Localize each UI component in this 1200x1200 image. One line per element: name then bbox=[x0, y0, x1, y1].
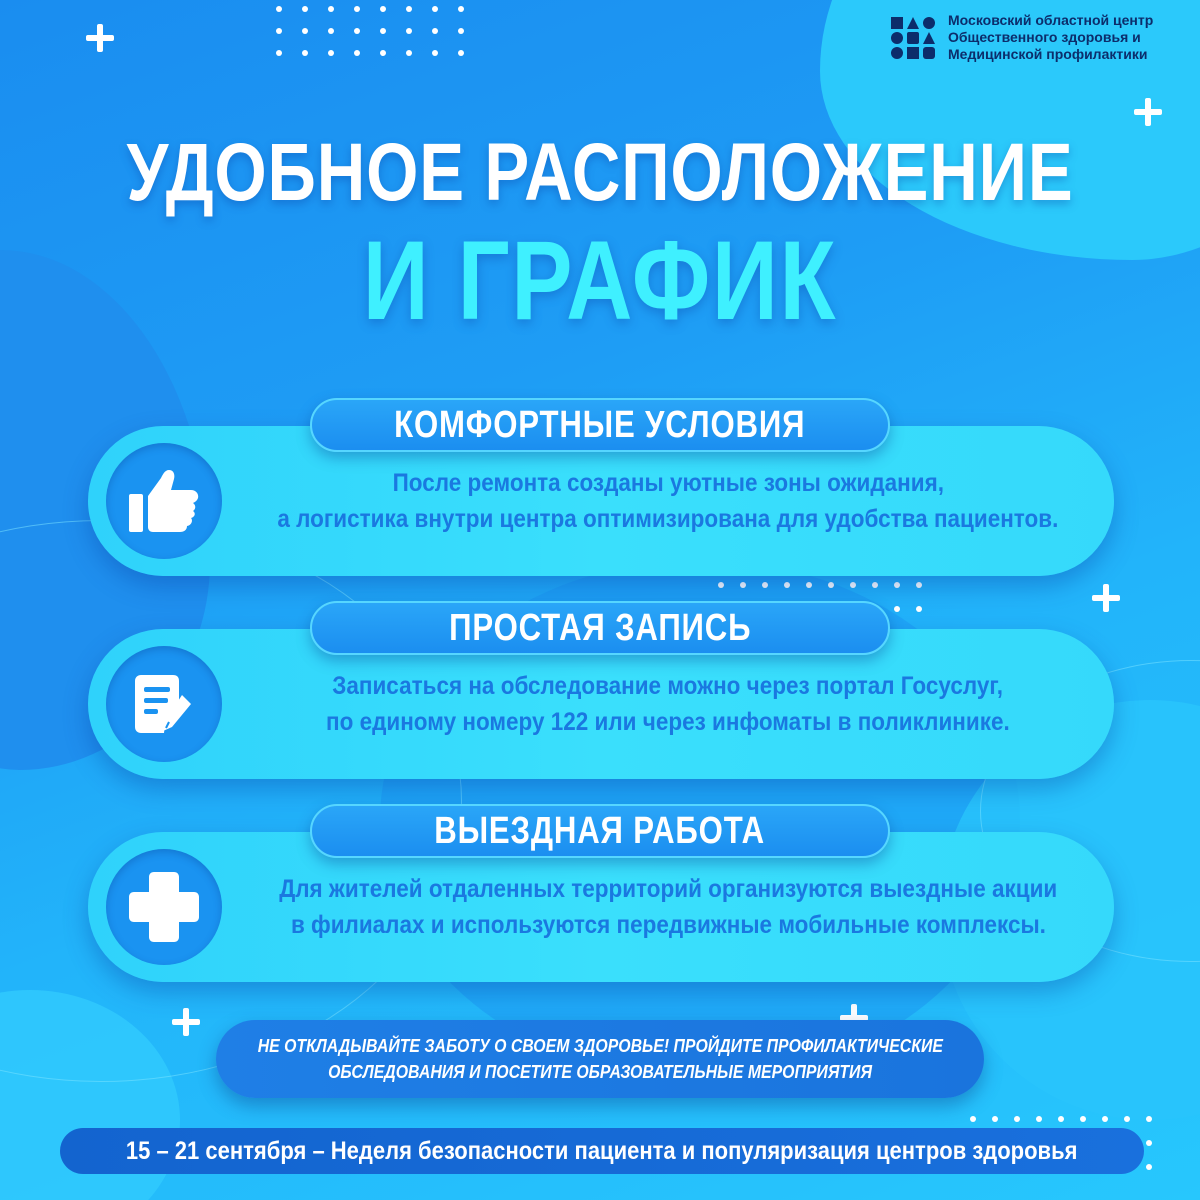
decorative-dot bbox=[406, 50, 412, 56]
organization-name-line: Московский областной центр bbox=[948, 12, 1154, 28]
decorative-dot bbox=[740, 582, 746, 588]
plus-decoration-icon bbox=[86, 24, 114, 52]
decorative-dot bbox=[354, 50, 360, 56]
decorative-dot bbox=[432, 28, 438, 34]
card-description-line: по единому номеру 122 или через инфоматы в поликлинике. bbox=[326, 708, 1010, 736]
decorative-dot bbox=[1058, 1116, 1064, 1122]
call-to-action-line: ОБСЛЕДОВАНИЯ И ПОСЕТИТЕ ОБРАЗОВАТЕЛЬНЫЕ МЕРОПРИЯТИЯ bbox=[328, 1062, 872, 1082]
form-edit-icon bbox=[135, 673, 193, 735]
decorative-dot bbox=[302, 50, 308, 56]
decorative-dot bbox=[432, 50, 438, 56]
plus-decoration-icon bbox=[172, 1008, 200, 1036]
title-line-1: УДОБНОЕ РАСПОЛОЖЕНИЕ bbox=[126, 127, 1074, 218]
decorative-dot bbox=[916, 582, 922, 588]
card-description-line: Записаться на обследование можно через портал Госуслуг, bbox=[332, 672, 1004, 700]
decorative-dot bbox=[406, 28, 412, 34]
brand-block bbox=[890, 12, 1153, 63]
organization-logo-icon bbox=[890, 13, 936, 63]
decorative-dot bbox=[1146, 1140, 1152, 1146]
title-line-2: И ГРАФИК bbox=[362, 218, 838, 343]
decorative-dot bbox=[1146, 1116, 1152, 1122]
event-footer-text: 15 – 21 сентября – Неделя безопасности пациента и популяризация центров здоровья bbox=[126, 1136, 1078, 1165]
decorative-dot bbox=[328, 28, 334, 34]
decorative-dot bbox=[992, 1116, 998, 1122]
card-description-line: в филиалах и используются передвижные мобильные комплексы. bbox=[290, 911, 1046, 939]
medical-cross-icon bbox=[129, 872, 199, 942]
decorative-dot bbox=[328, 50, 334, 56]
section-heading: КОМФОРТНЫЕ УСЛОВИЯ bbox=[394, 403, 806, 446]
decorative-dot bbox=[1080, 1116, 1086, 1122]
decorative-dot bbox=[1146, 1164, 1152, 1170]
decorative-dot bbox=[762, 582, 768, 588]
card-description-line: Для жителей отдаленных территорий организуются выездные акции bbox=[278, 875, 1058, 903]
decorative-dot bbox=[806, 582, 812, 588]
decorative-dot bbox=[354, 28, 360, 34]
card-icon-circle bbox=[106, 646, 222, 762]
decorative-dot bbox=[916, 606, 922, 612]
decorative-dot bbox=[302, 28, 308, 34]
decorative-dot bbox=[432, 6, 438, 12]
section-heading-pill bbox=[310, 804, 890, 858]
card-icon-circle bbox=[106, 849, 222, 965]
organization-name bbox=[948, 12, 1153, 63]
organization-name-line: Медицинской профилактики bbox=[948, 46, 1148, 62]
organization-name-line: Общественного здоровья и bbox=[948, 29, 1141, 45]
decorative-dot bbox=[894, 606, 900, 612]
section-heading: ПРОСТАЯ ЗАПИСЬ bbox=[448, 606, 752, 649]
decorative-dot bbox=[276, 6, 282, 12]
decorative-dot bbox=[276, 28, 282, 34]
decorative-dot bbox=[276, 50, 282, 56]
decorative-dot bbox=[872, 582, 878, 588]
decorative-dot bbox=[354, 6, 360, 12]
decorative-dot bbox=[458, 28, 464, 34]
decorative-dot bbox=[458, 50, 464, 56]
decorative-dot bbox=[1124, 1116, 1130, 1122]
decorative-dot bbox=[302, 6, 308, 12]
decorative-dot bbox=[1102, 1116, 1108, 1122]
dot-grid bbox=[276, 6, 464, 56]
plus-decoration-icon bbox=[1134, 98, 1162, 126]
card-description-line: После ремонта созданы уютные зоны ожидания, bbox=[392, 469, 944, 497]
decorative-dot bbox=[894, 582, 900, 588]
section-heading: ВЫЕЗДНАЯ РАБОТА bbox=[434, 809, 766, 852]
call-to-action-line: НЕ ОТКЛАДЫВАЙТЕ ЗАБОТУ О СВОЕМ ЗДОРОВЬЕ! ПРОЙДИТЕ ПРОФИЛАКТИЧЕСКИЕ bbox=[257, 1036, 943, 1056]
decorative-dot bbox=[380, 50, 386, 56]
decorative-dot bbox=[380, 6, 386, 12]
decorative-dot bbox=[828, 582, 834, 588]
section-heading-pill bbox=[310, 398, 890, 452]
decorative-dot bbox=[784, 582, 790, 588]
event-footer-banner bbox=[60, 1128, 1144, 1174]
decorative-dot bbox=[380, 28, 386, 34]
decorative-dot bbox=[406, 6, 412, 12]
decorative-dot bbox=[850, 582, 856, 588]
card-icon-circle bbox=[106, 443, 222, 559]
decorative-dot bbox=[1014, 1116, 1020, 1122]
card-description-line: а логистика внутри центра оптимизирована для удобства пациентов. bbox=[277, 505, 1059, 533]
plus-decoration-icon bbox=[1092, 584, 1120, 612]
decorative-dot bbox=[458, 6, 464, 12]
decorative-dot bbox=[718, 582, 724, 588]
thumbs-up-icon bbox=[129, 468, 199, 534]
section-heading-pill bbox=[310, 601, 890, 655]
call-to-action bbox=[216, 1020, 984, 1098]
decorative-dot bbox=[970, 1116, 976, 1122]
decorative-dot bbox=[1036, 1116, 1042, 1122]
decorative-dot bbox=[328, 6, 334, 12]
